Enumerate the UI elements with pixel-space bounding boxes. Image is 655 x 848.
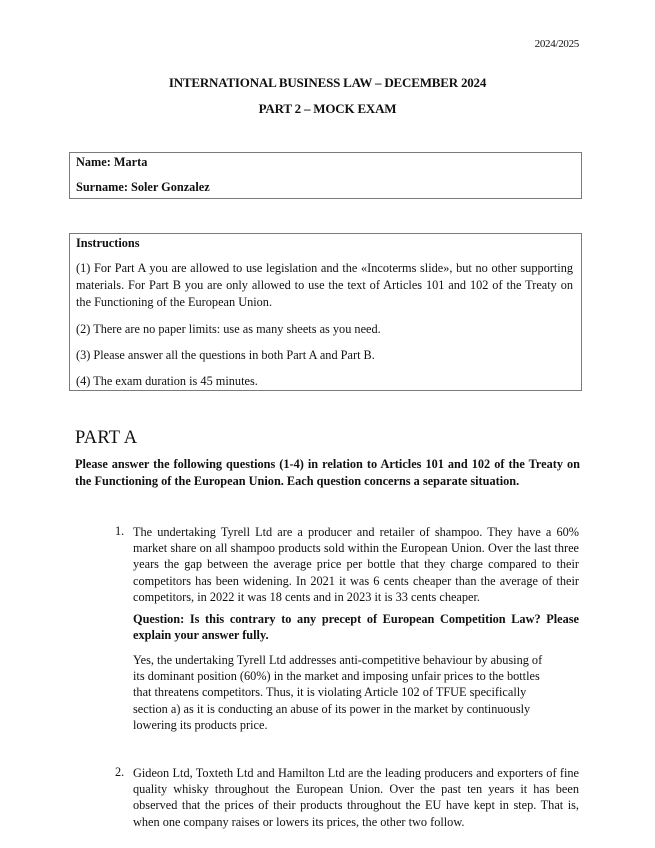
question-prompt: Question: Is this contrary to any precept of European Competition Law? Please explain your answer fully.: [133, 612, 579, 643]
part-a-heading: PART A: [75, 428, 138, 448]
instruction-item: (4) The exam duration is 45 minutes.: [76, 374, 258, 388]
instructions-box: [69, 233, 582, 391]
academic-year: 2024/2025: [534, 38, 579, 50]
instruction-item: (2) There are no paper limits: use as many sheets as you need.: [76, 322, 381, 336]
part-a-intro: Please answer the following questions (1-4) in relation to Articles 101 and 102 of the Treaty on the Functioning of the European Union. Each question concerns a separate situation.: [75, 457, 580, 488]
instruction-item: (3) Please answer all the questions in both Part A and Part B.: [76, 348, 375, 362]
student-surname: Surname: Soler Gonzalez: [76, 180, 210, 194]
instruction-item: (1) For Part A you are allowed to use legislation and the «Incoterms slide», but no other supporting materials. For Part B you are only allowed to use the text of Articles 101 and 102 of the Treaty on the Functioning of the European Union.: [76, 261, 573, 309]
question-scenario: Gideon Ltd, Toxteth Ltd and Hamilton Ltd are the leading producers and exporters of fine quality whisky throughout the European Union. Over the past ten years it has been observed that the prices of their products throughout the EU have kept in step. That is, when one company raises or lowers its prices, the other two follow.: [133, 766, 579, 829]
exam-title: INTERNATIONAL BUSINESS LAW – DECEMBER 2024: [168, 75, 487, 90]
question-number: 1.: [115, 524, 125, 538]
instructions-heading: Instructions: [76, 236, 140, 250]
question-number: 2.: [115, 765, 125, 779]
exam-subtitle: PART 2 – MOCK EXAM: [258, 101, 397, 116]
student-info-box: [69, 152, 582, 199]
question-scenario: The undertaking Tyrell Ltd are a producer and retailer of shampoo. They have a 60% market share on all shampoo products sold within the European Union. Over the last three years the gap between the average price per bottle that they charge compared to their competitors has been widening. In 2021 it was 6 cents cheaper than the average of their competitors, in 2022 it was 18 cents and in 2023 it is 33 cents cheaper.: [133, 525, 579, 604]
student-name: Name: Marta: [76, 155, 148, 169]
student-answer[interactable]: Yes, the undertaking Tyrell Ltd addresses anti-competitive behaviour by abusing of its dominant position (60%) in the market and imposing unfair prices to the bottles that threatens competitors. Thus, it is violating Article 102 of TFUE specifically section a) as it is conducting an abuse of its power in the market by continuously lowering its products price.: [133, 653, 543, 732]
